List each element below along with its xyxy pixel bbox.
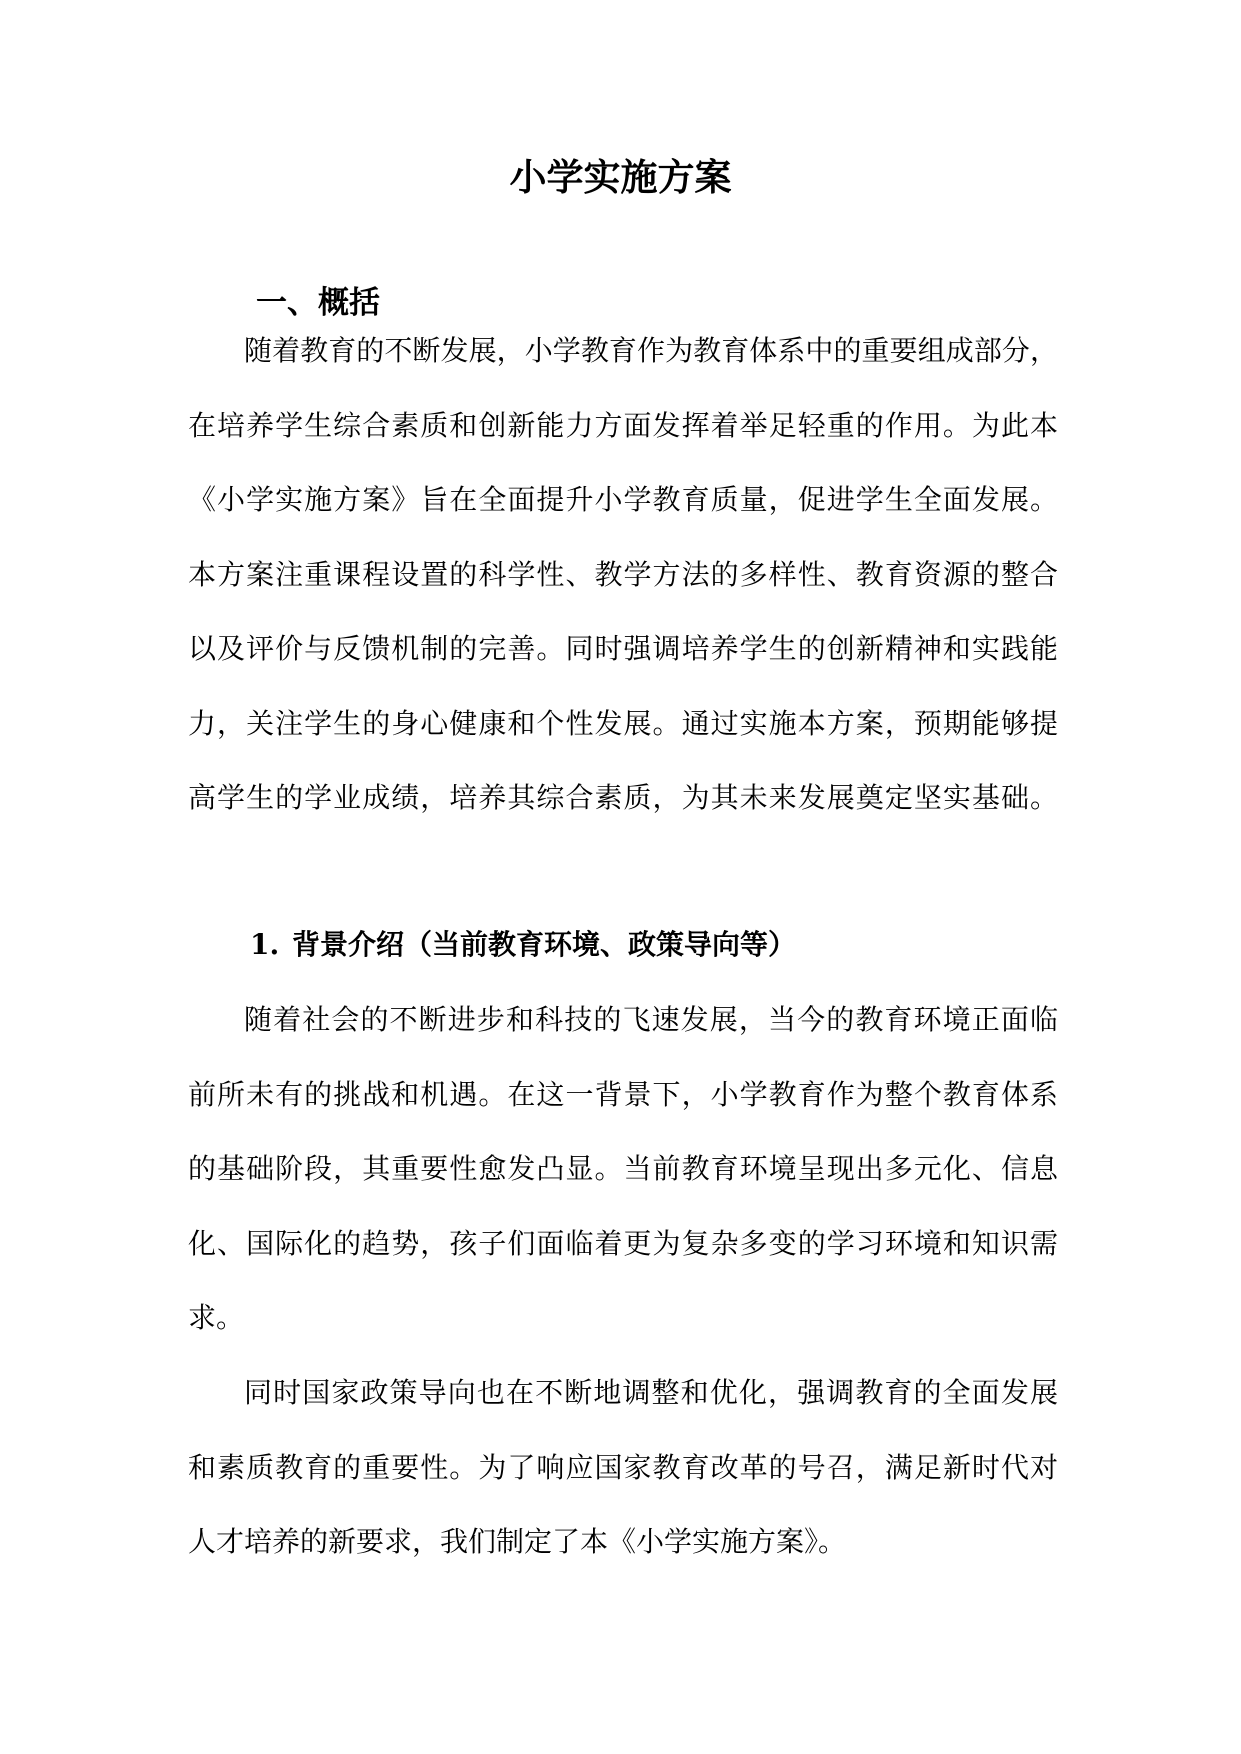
paragraph-line: 化、国际化的趋势，孩子们面临着更为复杂多变的学习环境和知识需 (188, 1226, 1058, 1260)
paragraph-line: 随着社会的不断进步和科技的飞速发展，当今的教育环境正面临 (244, 1003, 1058, 1036)
subsection-heading-background (250, 924, 796, 966)
background-paragraph-2 (188, 1356, 1058, 1580)
paragraph-line: 高学生的学业成绩，培养其综合素质，为其未来发展奠定坚实基础。 (188, 781, 1058, 814)
paragraph-line: 力，关注学生的身心健康和个性发展。通过实施本方案，预期能够提 (188, 706, 1058, 740)
overview-paragraph (188, 314, 1058, 836)
paragraph-line: 的基础阶段，其重要性愈发凸显。当前教育环境呈现出多元化、信息 (188, 1152, 1058, 1185)
paragraph-line: 求。 (188, 1301, 245, 1334)
paragraph-line: 以及评价与反馈机制的完善。同时强调培养学生的创新精神和实践能 (188, 632, 1058, 665)
paragraph-line: 本方案注重课程设置的科学性、教学方法的多样性、教育资源的整合 (188, 557, 1058, 591)
subsection-title: 背景介绍（当前教育环境、政策导向等） (292, 928, 797, 961)
paragraph-line: 人才培养的新要求，我们制定了本《小学实施方案》。 (188, 1525, 847, 1558)
paragraph-line: 随着教育的不断发展，小学教育作为教育体系中的重要组成部分， (244, 334, 1058, 367)
section-heading-overview: 一、概括 (256, 285, 380, 321)
document-title: 小学实施方案 (509, 155, 732, 199)
paragraph-line: 在培养学生综合素质和创新能力方面发挥着举足轻重的作用。为此本 (188, 408, 1058, 442)
paragraph-line: 前所未有的挑战和机遇。在这一背景下，小学教育作为整个教育体系 (188, 1077, 1058, 1111)
paragraph-line: 同时国家政策导向也在不断地调整和优化，强调教育的全面发展 (244, 1376, 1058, 1409)
subsection-number: 1. (250, 928, 280, 961)
background-paragraph-1 (188, 983, 1058, 1356)
paragraph-line: 《小学实施方案》旨在全面提升小学教育质量，促进学生全面发展。 (188, 483, 1058, 516)
paragraph-line: 和素质教育的重要性。为了响应国家教育改革的号召，满足新时代对 (188, 1450, 1058, 1484)
